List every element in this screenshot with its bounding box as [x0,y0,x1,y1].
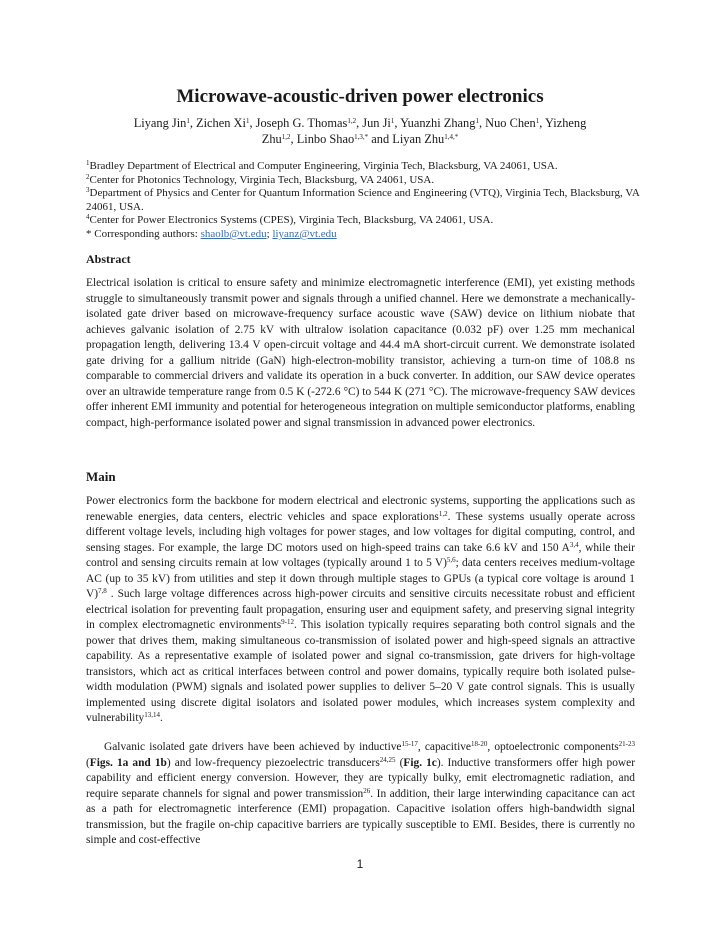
email-separator: ; [266,227,273,240]
figure-ref: Fig. 1c [403,756,437,769]
citation-ref: 26 [363,786,371,795]
affiliation-item [86,187,646,214]
text-run: Power electronics form the backbone for modern electrical and electronic systems, supporting the applications such as renewable energies, data centers, electric vehicles and space explorations [86,495,635,523]
affiliation-mark: 2 [86,172,90,181]
text-run: . [159,712,163,724]
author-name: Jun Ji [362,116,391,130]
author-name: Joseph G. Thomas [255,116,348,130]
email-link-shao[interactable]: shaolb@vt.edu [200,227,267,240]
author-name: Linbo Shao [296,132,355,146]
main-paragraph-1 [86,494,635,727]
author-affiliation-mark: 1 [535,117,540,125]
text-run: ( [86,756,90,769]
author-affiliation-mark: 1 [390,117,395,125]
author-name: Yizheng Zhu [261,116,587,146]
affiliation-mark: 3 [86,186,90,195]
text-run: . In addition, their large interwinding capacitance can act as a path for electromagnetic interference (EMI) propagation. Capacitive isolation offers high-bandwidth signal transmission, but the fragile on-chip capacitive barriers are typically susceptible to EMI. Besides, there is currently no simple and cost-effective [86,787,635,846]
affiliation-mark: 1 [86,159,90,167]
author-name: Liyang Jin [133,116,187,130]
abstract-heading: Abstract [86,252,131,266]
text-run: . These systems usually operate across different voltage levels, including high voltages for power stages, and low voltages for digital computing, control, and sensing stages. For example, the large DC motors used on high-speed trains can take 6.6 kV and 150 A [86,510,635,554]
author-affiliation-mark: 1,4,* [444,133,459,141]
affiliation-list [86,160,646,228]
affiliation-item [86,160,646,174]
citation-ref: 18-20 [471,740,488,748]
author-name: Yuanzhi Zhang [400,116,476,130]
page-number: 1 [356,857,364,871]
text-run: ( [395,756,404,769]
citation-ref: 24,25 [379,755,396,764]
citation-ref: 1,2 [438,509,448,518]
text-run: ) and low-frequency piezoelectric transducers [166,756,380,769]
author-affiliation-mark: 1,2 [347,117,357,125]
email-link-zhu[interactable]: liyanz@vt.edu [272,227,337,240]
corresponding-label: * Corresponding authors: [86,227,201,240]
author-affiliation-mark: 1,3,* [354,133,369,141]
author-name: Nuo Chen [485,116,536,130]
citation-ref: 9-12 [281,618,294,626]
author-list: Liyang Jin$^1$, Zichen Xi$^1$, Joseph G. Thomas$^{1,2}$, Jun Ji$^1$, Yuanzhi Zhang$^1$, Nuo Chen$^1$, Yizheng Zhu$^{1,2}$, Linbo Shao$^{1,3,*}$ and Liyan Zhu$^{1,4,*}$ [133,116,587,146]
affiliation-text: Department of Physics and Center for Quantum Information Science and Engineering (VTQ), Virginia Tech, Blacksburg, VA 24061, USA. [86,187,640,213]
citation-ref: 21-23 [618,740,636,748]
paper-title: Microwave-acoustic-driven power electronics [176,86,544,107]
affiliation-text: Center for Power Electronics Systems (CPES), Virginia Tech, Blacksburg, VA 24061, USA. [89,214,494,227]
text-run: ; data centers receives medium-voltage AC (up to 35 kV) from utilities and step it down through multiple stages to GPUs (a typical core voltage is around 1 V) [86,557,635,600]
author-affiliation-mark: 1 [245,117,250,125]
text-run: . This isolation typically requires separating both control signals and the power that drives them, making simultaneous co-transmission of isolated power and high-speed signals an attractive capability. As a representative example of isolated power and signal co-transmission, gate drivers for high-voltage transistors, which act as critical interfaces between control and power domains, typically require both isolated pulse-width modulation (PWM) signals and isolated power supplies to deliver 5–20 V gate control signals. This is usually implemented using discrete digital isolators and isolated power modules, which increases system complexity and vulnerability [86,619,635,724]
author-affiliation-mark: 1,2 [281,133,291,141]
author-affiliation-mark: 1 [475,117,479,125]
text-run: . Such large voltage differences across high-power circuits and sensitive circuits necessitate robust and efficient electrical isolation for preventing fault propagation, ensuring user and equipment safety, and preserving signal integrity in complex electromagnetic environments [86,588,635,631]
affiliation-text: Center for Photonics Technology, Virginia Tech, Blacksburg, VA 24061, USA. [89,173,435,186]
text-run: Galvanic isolated gate drivers have been achieved by inductive [104,741,402,753]
main-heading: Main [86,469,116,484]
citation-ref: 7,8 [98,587,107,595]
corresponding-authors [86,228,646,242]
figure-ref: Figs. 1a and 1b [89,756,167,769]
abstract-paragraph: Electrical isolation is critical to ensure safety and minimize electromagnetic interference (EMI), yet existing methods struggle to simultaneously transmit power and signals through a unified channel. Here we demonstrate a mechanically-isolated gate driver based on microwave-frequency surface acoustic wave (SAW) device on lithium niobate that achieves galvanic isolation of 2.75 kV with ultralow isolation capacitance (0.032 pF) over 1.25 mm mechanical propagation length, delivering 13.4 V open-circuit voltage and 44.4 mA short-circuit current. We demonstrate isolated gate driving for a gallium nitride (GaN) high-electron-mobility transistor, achieving a turn-on time of 108.8 ns comparable to commercial drivers and validate its operation in a buck converter. In addition, our SAW device operates over an ultrawide temperature range from 0.5 K (-272.6 °C) to 544 K (271 °C). The microwave-frequency SAW devices offer inherent EMI immunity and potential for heterogeneous integration on multiple semiconductor platforms, enabling compact, high-performance isolated power and signal transmission in advanced power electronics. [86,277,635,429]
citation-ref: 5,6 [446,556,456,564]
citation-ref: 13,14 [144,711,160,719]
affiliations [86,160,646,242]
main-paragraph-2 [86,740,635,849]
text-run: , optoelectronic components [487,741,619,753]
citation-ref: 3,4 [569,540,579,549]
author-affiliation-mark: 1 [186,117,190,125]
citation-ref: 15-17 [401,740,418,748]
text-run: , while their control and sensing circuits remain at low voltages (typically around 1 to 5 V) [86,541,635,569]
author-name: Zichen Xi [196,116,246,130]
text-run: , capacitive [417,741,471,753]
affiliation-item [86,214,646,228]
affiliation-mark: 4 [86,213,90,222]
affiliation-text: Bradley Department of Electrical and Computer Engineering, Virginia Tech, Blacksburg, VA 24061, USA. [89,160,558,172]
author-name: Liyan Zhu [392,132,445,146]
affiliation-item [86,174,646,188]
text-run: ). Inductive transformers offer high power capability and efficient energy conversion. However, they are typically bulky, emit electromagnetic radiation, and require separate channels for signal and power transmission [86,756,635,800]
